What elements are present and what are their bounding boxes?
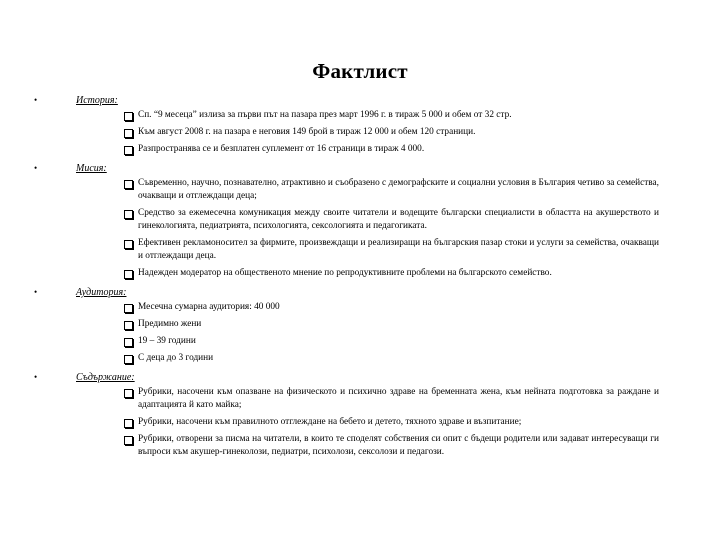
bullet-dot-icon: •: [34, 287, 38, 297]
list-item: [0, 318, 659, 331]
list-item-text: 19 – 39 години: [138, 336, 196, 346]
checkbox-bullet-icon: [124, 129, 133, 138]
list-item: [0, 267, 659, 280]
page-title: Фактлист: [312, 59, 408, 83]
checkbox-bullet-icon: [124, 419, 133, 428]
section-audience-heading: Аудитория:: [76, 287, 127, 298]
checkbox-bullet-icon: [124, 210, 133, 219]
checkbox-bullet-icon: [124, 436, 133, 445]
section-mission-heading: Мисия:: [76, 163, 107, 174]
section-audience: [0, 284, 720, 365]
list-item: [0, 237, 659, 263]
list-item-text: Средство за ежемесечна комуникация между своите читатели и водещите български специалисти в областта на акушерството и гинекологията, педиатрията, психологията, сексологията и педагогиката.: [138, 208, 659, 231]
checkbox-bullet-icon: [124, 146, 133, 155]
list-item: [0, 177, 659, 203]
list-item-text: Месечна сумарна аудитория: 40 000: [138, 302, 280, 312]
section-mission: [0, 160, 720, 280]
list-item: [0, 143, 659, 156]
section-heading: [0, 92, 720, 109]
section-heading: [0, 369, 720, 386]
bullet-dot-icon: •: [34, 372, 38, 382]
checkbox-bullet-icon: [124, 180, 133, 189]
list-item-text: Предимно жени: [138, 319, 202, 329]
list-item: [0, 433, 659, 459]
checkbox-bullet-icon: [124, 270, 133, 279]
section-history: [0, 92, 720, 156]
section-heading: [0, 160, 720, 177]
section-history-heading: История:: [76, 95, 118, 106]
checkbox-bullet-icon: [124, 321, 133, 330]
checkbox-bullet-icon: [124, 338, 133, 347]
factsheet-content: [0, 92, 720, 463]
list-item: [0, 301, 659, 314]
checkbox-bullet-icon: [124, 304, 133, 313]
list-item-text: Рубрики, отворени за писма на читатели, в които те споделят собствения си опит с бъдещи родители или задават интересуващи ги въпроси към акушер-гинеколози, педиатри, психолози, сексолози и педагози.: [138, 434, 659, 457]
checkbox-bullet-icon: [124, 355, 133, 364]
list-item-text: Надежден модератор на общественото мнение по репродуктивните проблеми на българското семейство.: [138, 268, 552, 278]
list-item-text: Съвременно, научно, познавателно, атрактивно и съобразено с демографските и социални условия в България четиво за семейства, очакващи и отглеждащи деца;: [138, 178, 659, 201]
section-content: [0, 369, 720, 459]
list-item-text: Рубрики, насочени към опазване на физическото и психично здраве на бременната жена, към нейната подготовка за раждане и адаптацията й като майка;: [138, 387, 659, 410]
bullet-dot-icon: •: [34, 95, 38, 105]
list-item-text: Разпространява се и безплатен суплемент от 16 страници в тираж 4 000.: [138, 144, 425, 154]
list-item: [0, 386, 659, 412]
list-item-text: Сп. “9 месеца” излиза за първи път на пазара през март 1996 г. в тираж 5 000 и обем от 32 стр.: [138, 110, 512, 120]
list-item: [0, 207, 659, 233]
list-item: [0, 416, 659, 429]
checkbox-bullet-icon: [124, 240, 133, 249]
list-item-text: Ефективен рекламоносител за фирмите, произвеждащи и реализиращи на българския пазар стоки и услуги за семейства, очакващи и отглеждащи деца.: [138, 238, 659, 261]
list-item: [0, 126, 659, 139]
section-content-heading: Съдържание:: [76, 372, 135, 383]
list-item: [0, 109, 659, 122]
section-heading: [0, 284, 720, 301]
list-item: [0, 352, 659, 365]
checkbox-bullet-icon: [124, 389, 133, 398]
list-item: [0, 335, 659, 348]
bullet-dot-icon: •: [34, 163, 38, 173]
list-item-text: Към август 2008 г. на пазара е неговия 149 брой в тираж 12 000 и обем 120 страници.: [138, 127, 476, 137]
list-item-text: Рубрики, насочени към правилното отглеждане на бебето и детето, тяхното здраве и възпитание;: [138, 417, 522, 427]
checkbox-bullet-icon: [124, 112, 133, 121]
list-item-text: С деца до 3 години: [138, 353, 214, 363]
